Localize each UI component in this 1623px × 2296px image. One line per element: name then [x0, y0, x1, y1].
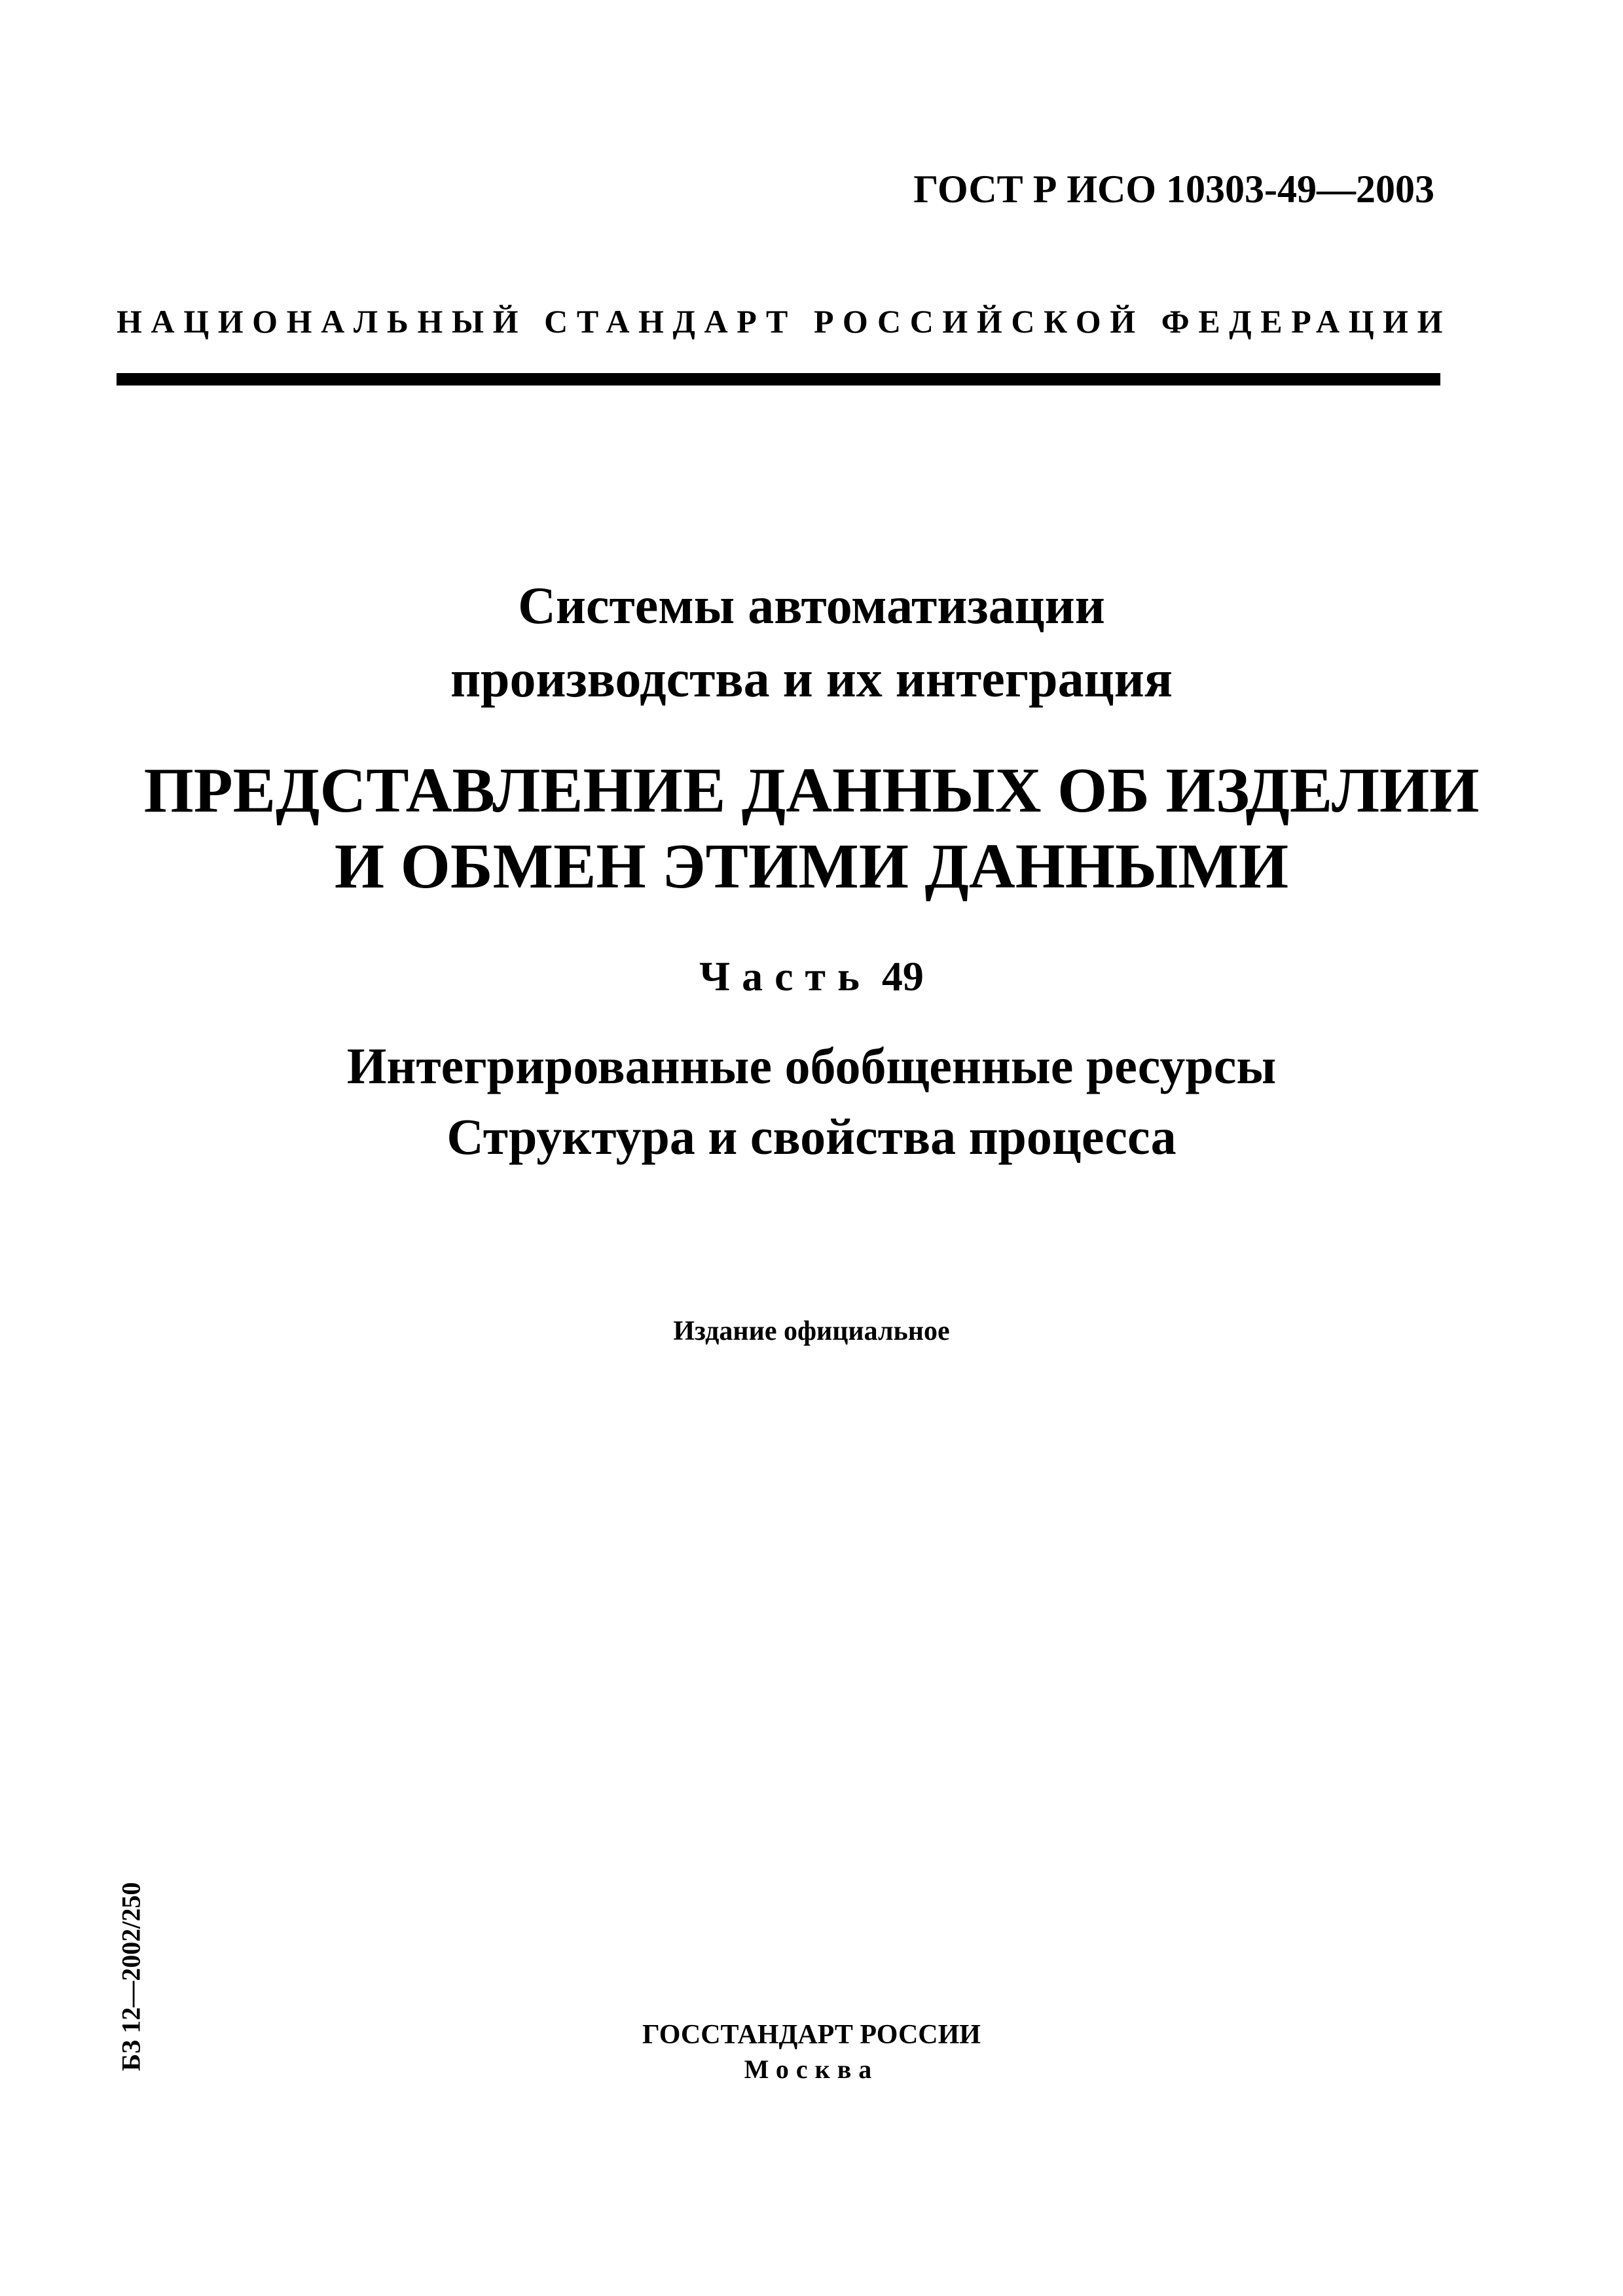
main-title-line-1: ПРЕДСТАВЛЕНИЕ ДАННЫХ ОБ ИЗДЕЛИИ [143, 755, 1480, 826]
header-divider [117, 373, 1440, 386]
part-label [0, 952, 1623, 1001]
main-title [0, 753, 1623, 905]
side-registration-code: БЗ 12—2002/250 [116, 1882, 146, 2072]
edition-note: Издание официальное [673, 1316, 950, 1346]
series-title [0, 569, 1623, 716]
part-title [0, 1031, 1623, 1172]
part-word: Часть [699, 953, 871, 999]
main-title-line-2: И ОБМЕН ЭТИМИ ДАННЫМИ [334, 831, 1289, 902]
series-title-line-1: Системы автоматизации [518, 577, 1105, 635]
part-number: 49 [881, 953, 924, 999]
publication-city: Москва [744, 2054, 879, 2084]
document-number: ГОСТ Р ИСО 10303-49—2003 [913, 168, 1434, 211]
standard-type-heading: НАЦИОНАЛЬНЫЙ СТАНДАРТ РОССИЙСКОЙ ФЕДЕРАЦИИ [117, 303, 1452, 340]
publisher: ГОССТАНДАРТ РОССИИ [642, 2020, 981, 2050]
series-title-line-2: производства и их интеграция [450, 651, 1173, 708]
part-title-line-2: Структура и свойства процесса [447, 1108, 1176, 1165]
part-title-line-1: Интегрированные обобщенные ресурсы [346, 1037, 1277, 1094]
